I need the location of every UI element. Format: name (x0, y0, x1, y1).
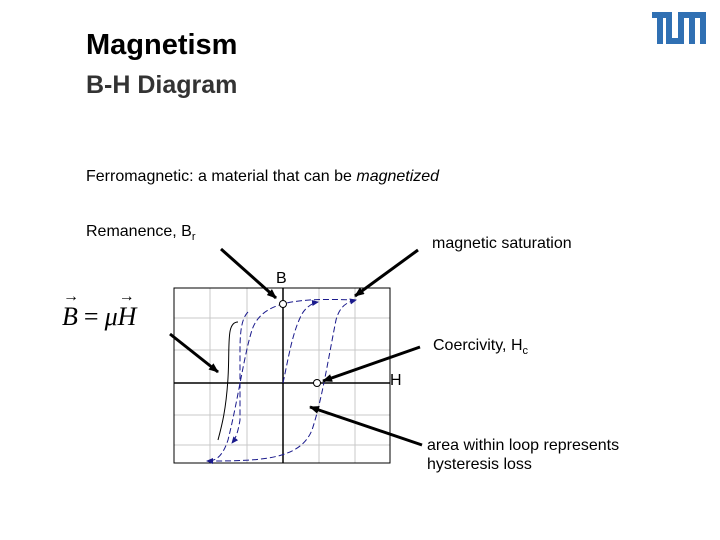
hysteresis-area-line1: area within loop represents (427, 437, 620, 454)
h-axis-label: H (390, 372, 402, 389)
mu-symbol: μ (104, 302, 118, 331)
plot-frame (174, 288, 390, 463)
plot-grid (174, 288, 390, 463)
hysteresis-area-arrow (310, 407, 422, 445)
equals-sign: = (83, 302, 99, 331)
loop-ascending-branch (207, 300, 356, 461)
coercivity-subscript: c (522, 345, 528, 357)
loop-area-bracket (218, 322, 238, 440)
loop-descending-branch (207, 299, 356, 461)
coercivity-text: Coercivity, H (433, 337, 523, 354)
formula-arrow (170, 334, 218, 372)
initial-magnetization-curve (283, 302, 318, 383)
remanence-subscript: r (191, 231, 196, 243)
saturation-arrow (355, 250, 418, 296)
slide-subtitle: B-H Diagram (86, 71, 238, 99)
slide-title: Magnetism (86, 29, 238, 61)
remanence-text: Remanence, B (86, 223, 192, 240)
h-vector-symbol: → H (118, 302, 137, 332)
b-axis-label: B (276, 270, 287, 287)
definition-text: Ferromagnetic: a material that can be (86, 168, 357, 185)
remanence-point (280, 301, 287, 308)
b-vector-symbol: → B (62, 302, 78, 332)
remanence-arrow (221, 249, 276, 298)
saturation-label: magnetic saturation (432, 235, 572, 252)
coercivity-point (314, 380, 321, 387)
hysteresis-area-line2: hysteresis loss (427, 456, 532, 474)
coercivity-arrow (323, 347, 420, 381)
minor-loop (232, 312, 248, 443)
definition-emphasis: magnetized (356, 168, 440, 185)
